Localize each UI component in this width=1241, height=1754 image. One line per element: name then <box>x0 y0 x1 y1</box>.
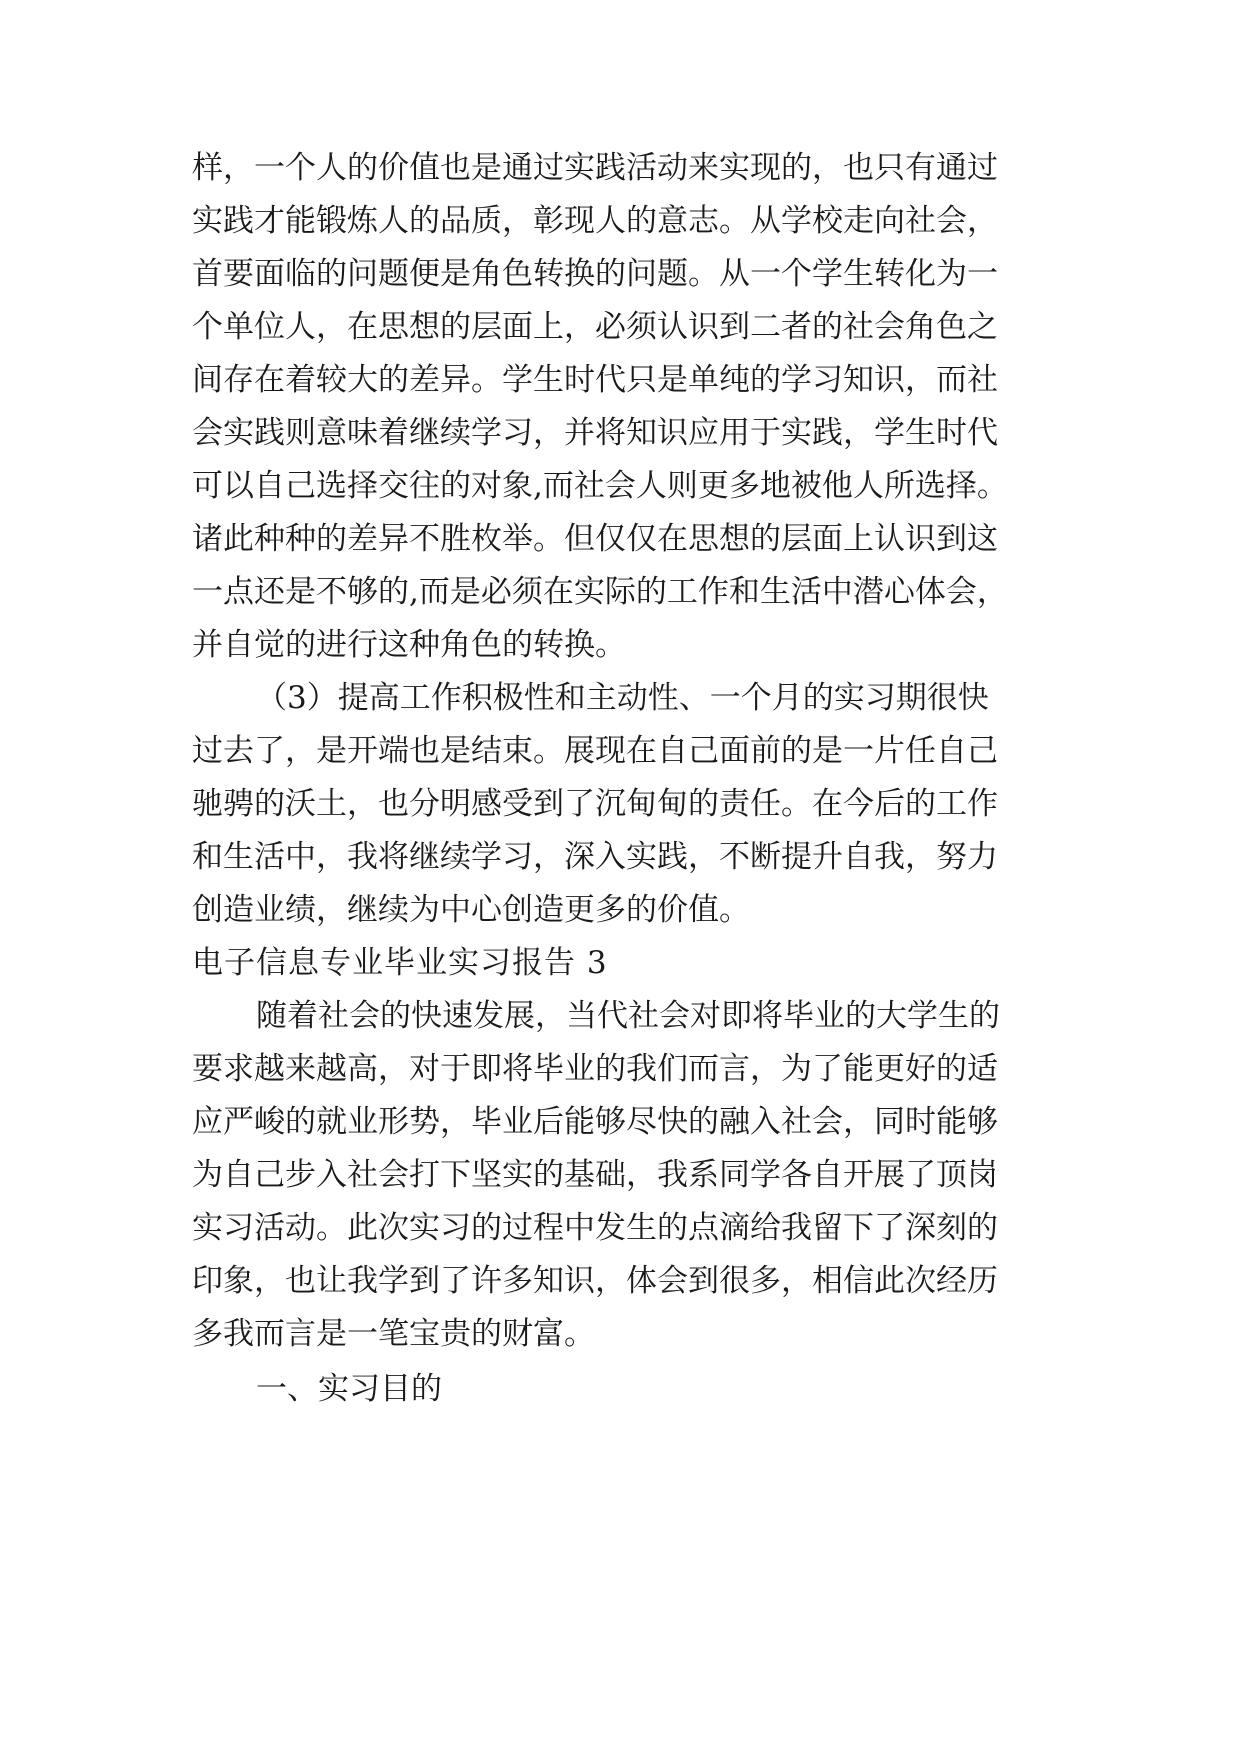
paragraph-2-line: 和生活中，我将继续学习，深入实践，不断提升自我，努力 <box>192 839 998 875</box>
paragraph-2-line: 创造业绩，继续为中心创造更多的价值。 <box>192 892 750 928</box>
paragraph-1-line: 诸此种种的差异不胜枚举。但仅仅在思想的层面上认识到这 <box>192 521 998 557</box>
paragraph-1-line: 样，一个人的价值也是通过实践活动来实现的，也只有通过 <box>192 150 998 186</box>
paragraph-1-line: 并自觉的进行这种角色的转换。 <box>192 627 626 663</box>
subheading: 一、实习目的 <box>256 1371 442 1407</box>
paragraph-1-line: 首要面临的问题便是角色转换的问题。从一个学生转化为一 <box>192 256 998 292</box>
paragraph-2-line: 过去了，是开端也是结束。展现在自己面前的是一片任自己 <box>192 733 998 769</box>
paragraph-1-line: 实践才能锻炼人的品质，彰现人的意志。从学校走向社会， <box>192 203 998 239</box>
paragraph-2-line: 驰骋的沃土，也分明感受到了沉甸甸的责任。在今后的工作 <box>192 786 998 822</box>
paragraph-1-line: 会实践则意味着继续学习，并将知识应用于实践，学生时代 <box>192 415 998 451</box>
paragraph-3-line: 应严峻的就业形势，毕业后能够尽快的融入社会，同时能够 <box>192 1104 998 1140</box>
paragraph-1-line: 个单位人，在思想的层面上，必须认识到二者的社会角色之 <box>192 309 998 345</box>
paragraph-3-line: 要求越来越高，对于即将毕业的我们而言，为了能更好的适 <box>192 1051 998 1087</box>
paragraph-3-line: 随着社会的快速发展，当代社会对即将毕业的大学生的 <box>256 998 1000 1034</box>
paragraph-1-line: 一点还是不够的,而是必须在实际的工作和生活中潜心体会， <box>192 574 1008 610</box>
section-title: 电子信息专业毕业实习报告 3 <box>192 945 608 981</box>
paragraph-1-line: 可以自己选择交往的对象,而社会人则更多地被他人所选择。 <box>192 468 1008 504</box>
paragraph-2-line: （3）提高工作积极性和主动性、一个月的实习期很快 <box>256 680 989 716</box>
paragraph-1-line: 间存在着较大的差异。学生时代只是单纯的学习知识，而社 <box>192 362 998 398</box>
paragraph-3-line: 多我而言是一笔宝贵的财富。 <box>192 1316 595 1352</box>
paragraph-3-line: 印象，也让我学到了许多知识，体会到很多，相信此次经历 <box>192 1263 998 1299</box>
paragraph-3-line: 实习活动。此次实习的过程中发生的点滴给我留下了深刻的 <box>192 1210 998 1246</box>
paragraph-3-line: 为自己步入社会打下坚实的基础，我系同学各自开展了顶岗 <box>192 1157 998 1193</box>
